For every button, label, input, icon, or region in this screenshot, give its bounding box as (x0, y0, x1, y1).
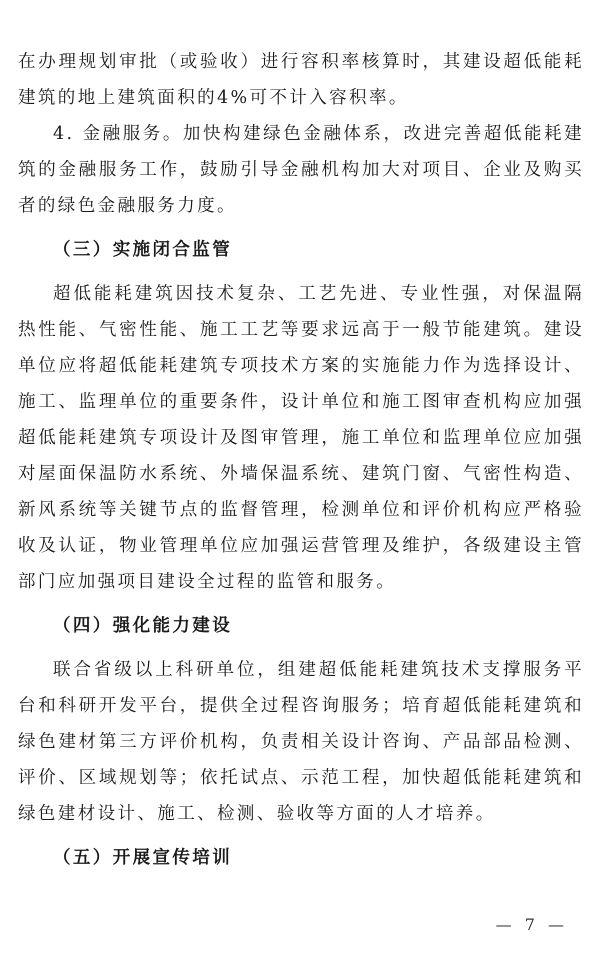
paragraph-financial-service: 4. 金融服务。加快构建绿色金融体系，改进完善超低能耗建筑的金融服务工作，鼓励引导金融机构加大对项目、企业及购买者的绿色金融服务力度。 (18, 124, 584, 216)
section-heading-publicity-training: （五）开展宣传培训 (53, 848, 233, 868)
paragraph-continuation: 在办理规划审批（或验收）进行容积率核算时，其建设超低能耗建筑的地上建筑面积的4%可不计入容积率。 (18, 52, 584, 108)
page-number: — 7 — (495, 915, 568, 934)
paragraph-capacity-building: 联合省级以上科研单位，组建超低能耗建筑技术支撑服务平台和科研开发平台，提供全过程咨询服务；培育超低能耗建筑和绿色建材第三方评价机构，负责相关设计咨询、产品部品检测、评价、区域规划等；依托试点、示范工程，加快超低能耗建筑和绿色建材设计、施工、检测、验收等方面的人才培养。 (18, 660, 584, 824)
paragraph-supervision: 超低能耗建筑因技术复杂、工艺先进、专业性强，对保温隔热性能、气密性能、施工工艺等要求远高于一般节能建筑。建设单位应将超低能耗建筑专项技术方案的实施能力作为选择设计、施工、监理单位的重要条件，设计单位和施工图审查机构应加强超低能耗建筑专项设计及图审管理，施工单位和监理单位应加强对屋面保温防水系统、外墙保温系统、建筑门窗、气密性构造、新风系统等关键节点的监督管理，检测单位和评价机构应严格验收及认证，物业管理单位应加强运营管理及维护，各级建设主管部门应加强项目建设全过程的监管和服务。 (18, 284, 584, 592)
section-heading-capacity-building: （四）强化能力建设 (53, 616, 233, 636)
document-body (18, 44, 584, 876)
section-heading-closed-loop-supervision: （三）实施闭合监管 (53, 240, 233, 260)
